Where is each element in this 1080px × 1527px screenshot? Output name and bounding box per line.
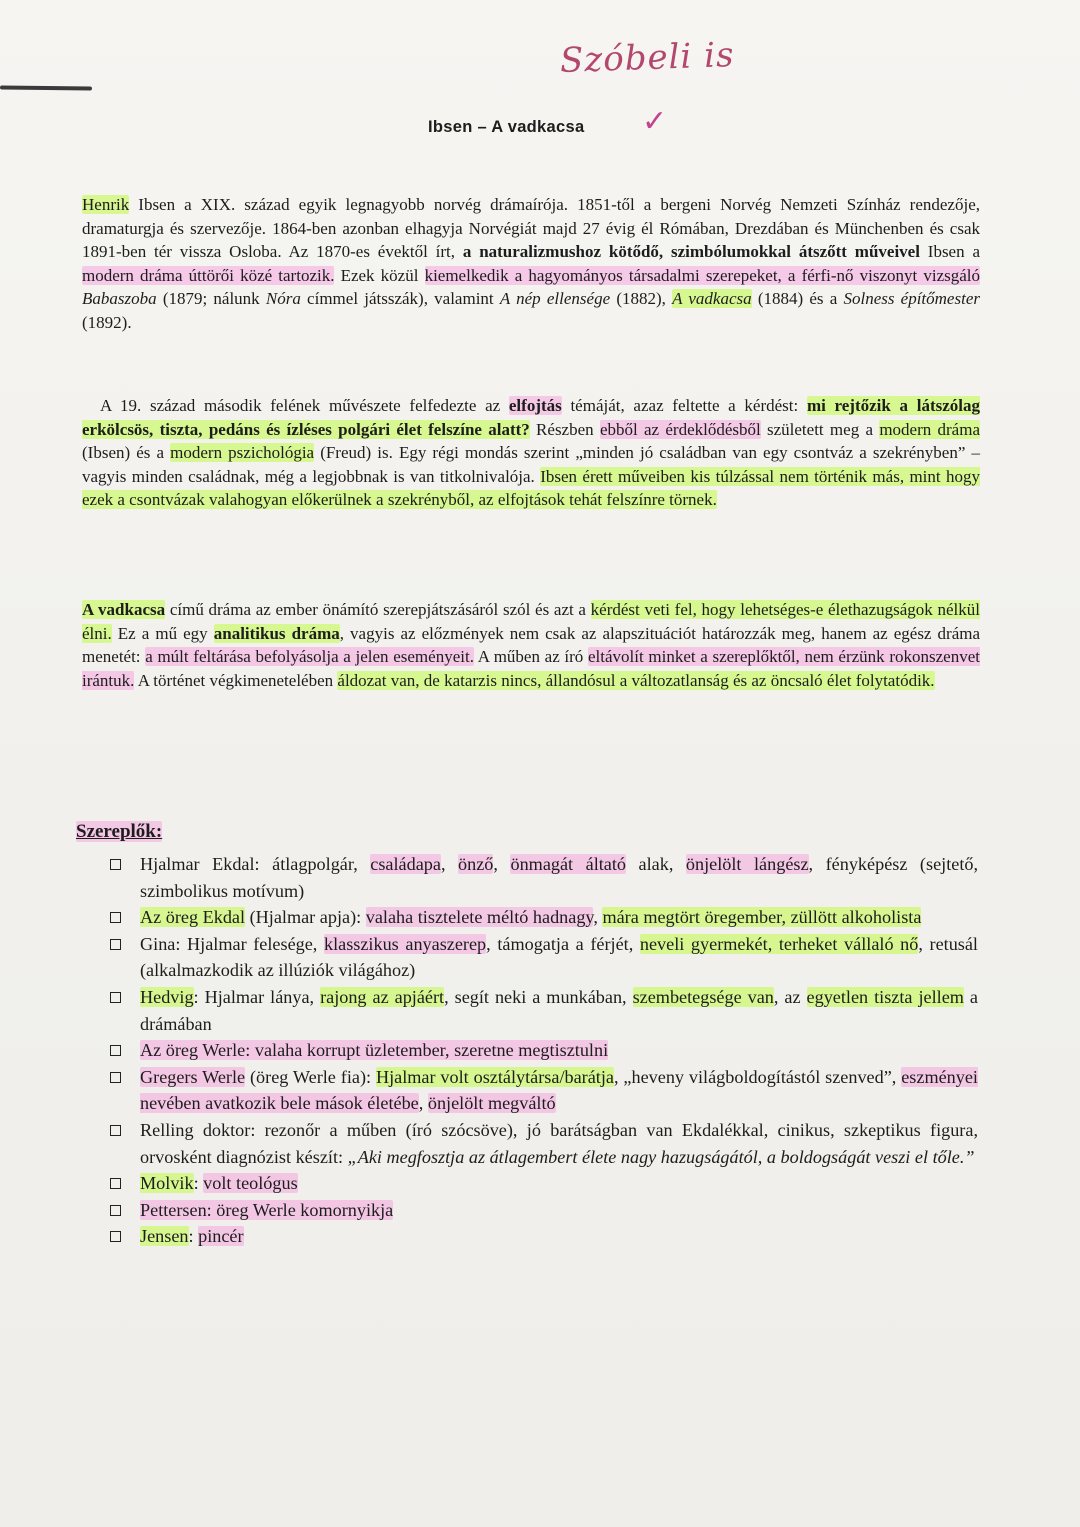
paragraph-biography [82,193,980,335]
text-run: , [440,854,459,874]
highlight: önjelölt megváltó [427,1093,556,1114]
text-run: : rezonőr a műben (író szócsöve), jó barátságban van Ekdalékkal, cinikus, szkeptikus figura, orvosként diagnózist készít: [140,1119,978,1167]
text-run: (öreg Werle fia): [245,1066,376,1087]
text-run: alak, [626,854,686,874]
text-run: , [418,1093,428,1114]
checkbox-icon [110,1125,121,1136]
highlight: Ibsen érett műveiben kis túlzással nem történik más, mint hogy ezek a csontvázak valahogyan előkerülnek a szekrényből, az elfojtások tehát felszínre törnek. [82,466,980,510]
cast-heading [76,821,162,843]
character-name: Hedvig [140,986,194,1007]
highlight: önjelölt lángész [685,854,809,874]
highlight: eszményei nevében avatkozik bele mások életébe [140,1066,978,1114]
highlight: modern dráma [879,419,980,439]
paragraph-wild-duck [82,598,980,692]
work-title: A vadkacsa [672,289,752,309]
character-name: Gina [140,933,176,954]
character-name: Hjalmar Ekdal [140,854,255,874]
cast-list [110,851,978,1250]
text-run: : Hjalmar felesége, [175,933,324,954]
highlight: a múlt feltárása befolyásolja a jelen eseményeit. [145,647,474,667]
highlight: pincér [198,1226,244,1247]
text-run: Részben [529,419,600,439]
checkbox-icon [110,1205,121,1216]
list-item [110,984,978,1037]
character-name: Molvik [140,1173,194,1194]
checkbox-icon [110,1231,121,1242]
highlight: rajong az apjáért [320,986,445,1007]
highlight: modern dráma úttörői közé tartozik. [82,265,335,285]
text-run: Ez a mű egy [111,623,214,643]
text-run: a drámában [140,986,978,1034]
text-run: Ezek közül [334,265,425,285]
text-run: (1892). [82,312,132,332]
bold-text: A vadkacsa [82,600,166,619]
text-run: címmel játsszák), valamint [300,289,500,309]
text-run: Ibsen a XIX. század egyik legnagyobb norvég drámaírója. 1851-től a bergeni Norvég Nemzeti Színház rendezője, dramaturgja és szervezője. 1864-ben azonban elhagyja Norvégiát majd 27 évig él Rómában, Drezdában és Münchenben és csak 1891-ben tér vissza Osloba. Az 1870-es évektől írt, [82,195,980,262]
text-run: : átlagpolgár, [254,854,371,874]
text-run: : Hjalmar lánya, [193,986,321,1007]
highlight: önző [458,854,494,874]
paragraph-repression [82,394,980,512]
highlight: szembetegsége van [632,986,774,1007]
text-run: , vagyis az előzmények nem csak az alapszituációt határozzák meg, hanem az egész dráma menetét: [82,623,981,667]
text-run: : [193,1173,204,1194]
checkbox-icon [110,859,121,870]
check-mark-icon: ✓ [642,104,668,139]
checkbox-icon [110,1178,121,1189]
text-run: született meg a [760,419,880,439]
page-title [428,118,584,137]
text-run: A műben az író [473,647,588,667]
highlight: mára megtört öregember, züllött alkoholista [602,907,922,928]
text-run: , az [773,986,807,1007]
highlight: kérdést veti fel, hogy lehetséges-e élethazugságok nélkül élni. [82,600,980,643]
work-title: Babaszoba [82,289,157,309]
highlight: valaha tisztelete méltó hadnagy [365,907,594,928]
text-run: témáját, azaz feltette a kérdést: [561,396,807,415]
list-item [110,851,978,904]
work-title: Solness építőmester [843,289,980,309]
text-run: (1884) és a [751,289,844,309]
highlight: áldozat van, de katarzis nincs, állandósul a változatlanság és az öncsaló élet folytatódik. [337,670,935,690]
highlight: Az öreg Werle: valaha korrupt üzletember, szeretne megtisztulni [140,1040,609,1061]
text-run: : [188,1226,199,1247]
work-title: Nóra [265,289,301,309]
list-item [110,1117,978,1170]
character-name: Relling doktor [140,1119,251,1140]
character-name: Jensen [140,1226,189,1247]
text-run: , [493,854,511,874]
highlight: családapa [370,854,441,874]
highlight: klasszikus anyaszerep [323,933,487,954]
work-title: A nép ellensége [499,289,611,309]
highlight: modern pszichológia [170,443,315,463]
checkbox-icon [110,992,121,1003]
text-run: , „heveny világboldogítástól szenved”, [614,1066,902,1087]
checkbox-icon [110,1072,121,1083]
highlight: Pettersen: öreg Werle komornyikja [140,1199,394,1220]
handwritten-note: Szóbeli is [559,34,736,82]
list-item [110,1223,978,1250]
highlight: ebből az érdeklődésből [599,419,761,439]
text-run: , segít neki a munkában, [444,986,633,1007]
text-run: , támogatja a férjét, [486,933,640,954]
text-run: című dráma az ember önámító szerepjátszásáról szól és azt a [165,600,591,619]
highlight: egyetlen tiszta jellem [806,986,964,1007]
list-item [110,931,978,984]
bold-text: elfojtás [508,396,562,415]
text-run: (1879; nálunk [156,289,266,309]
cast-heading-text: Szereplők: [76,821,163,842]
list-item [110,1064,978,1117]
text-run: (Hjalmar apja): [245,907,366,928]
highlight: eltávolít minket a szereplőktől, nem érzünk rokonszenvet irántuk. [82,647,980,690]
checkbox-icon [110,939,121,950]
bold-text: analitikus dráma [213,623,340,643]
character-name: Gregers Werle [140,1066,246,1087]
text-run: , [593,907,603,928]
checkbox-icon [110,1045,121,1056]
highlight: önmagát áltató [510,854,627,874]
pen-stroke-mark [0,86,92,91]
text-run: , fényképész (sejtető, szimbolikus motívum) [140,854,979,901]
list-item [110,1037,978,1064]
highlight: Henrik [82,195,130,214]
list-item [110,904,978,931]
bold-text: mi rejtőzik a látszólag erkölcsös, tiszta, pedáns és ízléses polgári élet felszíne alatt? [82,396,980,439]
text-run: (Freud) is. Egy régi mondás szerint „minden jó családban van egy csontváz a szekrényben” – vagyis minden családnak, még a legjobbnak is van titkolnivalója. [82,443,980,486]
list-item [110,1170,978,1197]
title-text: Ibsen – A vadkacsa [428,118,585,136]
text-run: Ibsen a [919,242,980,262]
highlight: kiemelkedik a hagyományos társadalmi szerepeket, a férfi-nő viszonyt vizsgáló [424,265,980,285]
checkbox-icon [110,912,121,923]
highlight: Hjalmar volt osztálytársa/barátja [375,1066,614,1087]
text-run: A 19. század második felének művészete felfedezte az [100,396,509,415]
bold-text: a naturalizmushoz kötődő, szimbólumokkal átszőtt műveivel [462,242,920,262]
text-run: (Ibsen) és a [82,443,171,463]
text-run: , retusál (alkalmazkodik az illúziók világához) [140,933,978,981]
highlight: volt teológus [203,1173,298,1194]
highlight: neveli gyermekét, terheket vállaló nő [639,933,919,954]
list-item [110,1197,978,1224]
text-run: A történet végkimenetelében [134,670,338,690]
text-run: (1882), [610,289,673,309]
quote-text: „Aki megfosztja az átlagembert élete nagy hazugságától, a boldogságát veszi el tőle.” [347,1146,975,1167]
character-name: Az öreg Ekdal [140,907,246,928]
